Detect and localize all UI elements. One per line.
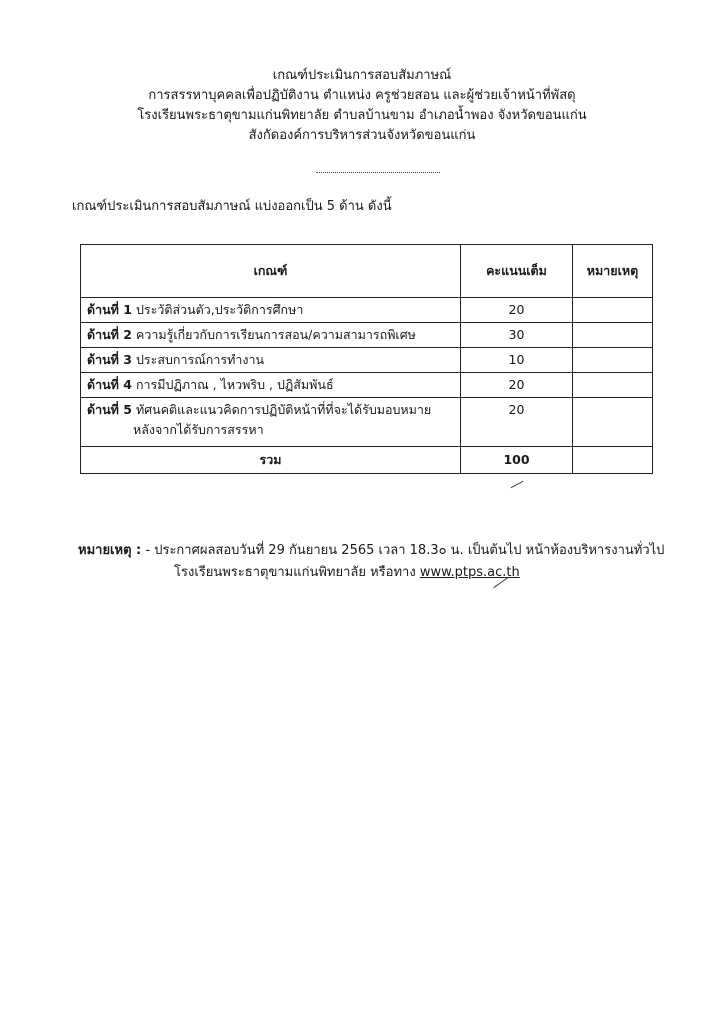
aspect-number: ด้านที่ 2	[87, 327, 132, 342]
website-link[interactable]: www.ptps.ac.th	[419, 565, 520, 580]
score-cell: 10	[461, 348, 573, 373]
document-subtitle-school: โรงเรียนพระธาตุขามแก่นพิทยาลัย ตำบลบ้านขาม อำเภอน้ำพอง จังหวัดขอนแก่น	[137, 108, 587, 123]
document-header	[0, 66, 724, 146]
aspect-text: ประวัติส่วนตัว,ประวัติการศึกษา	[135, 302, 304, 317]
intro-text: เกณฑ์ประเมินการสอบสัมภาษณ์ แบ่งออกเป็น 5 ด้าน ดังนี้	[72, 199, 392, 214]
remark-cell	[573, 323, 653, 348]
remark-cell	[573, 373, 653, 398]
score-cell: 20	[461, 398, 573, 447]
aspect-number: ด้านที่ 4	[87, 377, 132, 392]
criteria-cell	[81, 348, 461, 373]
header-remark: หมายเหตุ	[573, 245, 653, 298]
note-text: - ประกาศผลสอบวันที่ 29 กันยายน 2565 เวลา 18.3๐ น. เป็นต้นไป หน้าห้องบริหารงานทั่วไป	[141, 543, 665, 558]
aspect-number: ด้านที่ 1	[87, 302, 132, 317]
document-subtitle-recruitment: การสรรหาบุคคลเพื่อปฏิบัติงาน ตำแหน่ง ครูช่วยสอน และผู้ช่วยเจ้าหน้าที่พัสดุ	[148, 88, 576, 103]
note-school-text: โรงเรียนพระธาตุขามแก่นพิทยาลัย หรือทาง	[174, 565, 420, 580]
header-criteria: เกณฑ์	[81, 245, 461, 298]
score-cell: 20	[461, 373, 573, 398]
score-cell: 30	[461, 323, 573, 348]
document-title: เกณฑ์ประเมินการสอบสัมภาษณ์	[272, 68, 452, 83]
remark-cell	[573, 398, 653, 447]
table-header-row	[81, 245, 653, 298]
table-row	[81, 348, 653, 373]
remark-cell	[573, 298, 653, 323]
document-subtitle-affiliation: สังกัดองค์การบริหารส่วนจังหวัดขอนแก่น	[248, 128, 476, 143]
aspect-text: ความรู้เกี่ยวกับการเรียนการสอน/ความสามารถพิเศษ	[135, 327, 416, 342]
aspect-number: ด้านที่ 5	[87, 402, 132, 417]
pen-mark	[511, 481, 524, 488]
table-row	[81, 398, 653, 447]
note-text-continued	[78, 562, 664, 584]
table-row	[81, 298, 653, 323]
table-row	[81, 323, 653, 348]
aspect-text: การมีปฏิภาณ , ไหวพริบ , ปฏิสัมพันธ์	[135, 377, 334, 392]
aspect-number: ด้านที่ 3	[87, 352, 132, 367]
note-section	[78, 540, 664, 584]
score-cell: 20	[461, 298, 573, 323]
dotted-divider	[316, 172, 440, 173]
table-row	[81, 373, 653, 398]
total-score: 100	[461, 447, 573, 474]
aspect-text: ประสบการณ์การทำงาน	[135, 352, 265, 367]
total-label: รวม	[81, 447, 461, 474]
note-label: หมายเหตุ :	[78, 543, 142, 558]
criteria-cell	[81, 373, 461, 398]
aspect-text: ทัศนคติและแนวคิดการปฏิบัติหน้าที่ที่จะได้รับมอบหมาย	[135, 402, 432, 417]
criteria-cell	[81, 298, 461, 323]
total-row	[81, 447, 653, 474]
aspect-text-continued: หลังจากได้รับการสรรหา	[133, 422, 264, 437]
remark-cell	[573, 348, 653, 373]
criteria-cell	[81, 323, 461, 348]
remark-cell	[573, 447, 653, 474]
header-full-score: คะแนนเต็ม	[461, 245, 573, 298]
criteria-table	[80, 244, 653, 474]
criteria-cell	[81, 398, 461, 447]
